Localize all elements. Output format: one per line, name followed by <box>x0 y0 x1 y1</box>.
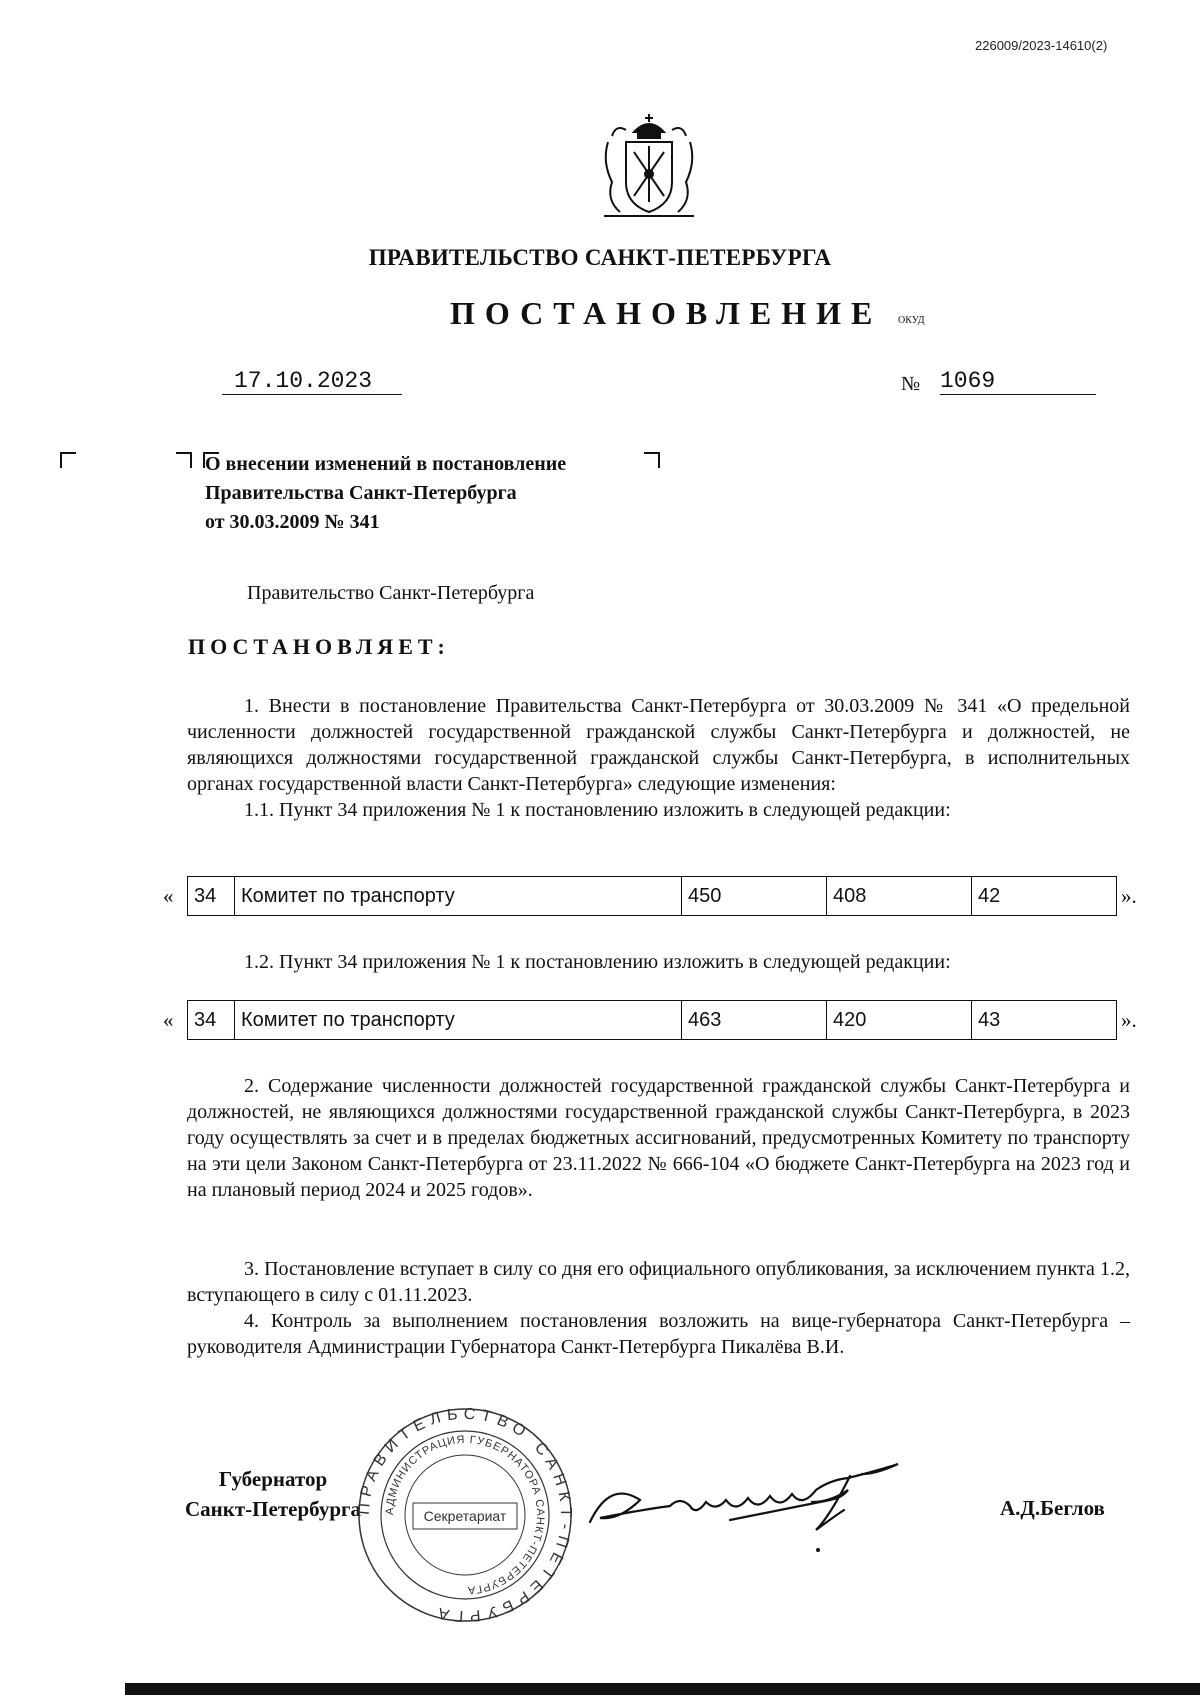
amendment-table-1 <box>163 876 1153 918</box>
government-title: ПРАВИТЕЛЬСТВО САНКТ-ПЕТЕРБУРГА <box>368 245 832 270</box>
signatory-name: А.Д.Беглов <box>1000 1496 1105 1520</box>
stamp-inner-text: АДМИНИСТРАЦИЯ ГУБЕРНАТОРА САНКТ-ПЕТЕРБУРГА <box>383 1433 547 1597</box>
corner-mark <box>644 452 660 468</box>
table-row <box>187 876 1117 916</box>
open-quote: « <box>163 884 174 908</box>
paragraph-1-2: 1.2. Пункт 34 приложения № 1 к постановлению изложить в следующей редакции: <box>244 951 951 973</box>
decree-date: 17.10.2023 <box>222 368 402 395</box>
organization-cell: Комитет по транспорту <box>235 877 682 916</box>
table-row <box>187 1000 1117 1040</box>
paragraph-1: 1. Внести в постановление Правительства Санкт-Петербурга от 30.03.2009 № 341 «О предельной численности должностей государственной гражданской службы Санкт-Петербурга и должностей, не являющихся должностями государственной гражданской службы Санкт-Петербурга, в исполнительных органах государственной власти Санкт-Петербурга» следующие изменения: <box>187 695 1130 795</box>
role-line: Губернатор <box>218 1467 328 1491</box>
close-quote: ». <box>1121 1008 1137 1032</box>
amendment-table-2 <box>163 1000 1153 1042</box>
civil-service-cell: 408 <box>827 877 972 916</box>
item-number-cell: 34 <box>188 1001 235 1040</box>
okud-label: ОКУД <box>898 315 925 326</box>
open-quote: « <box>163 1008 174 1032</box>
civil-service-cell: 420 <box>827 1001 972 1040</box>
decree-number: 1069 <box>940 368 1096 395</box>
paragraph-3: 3. Постановление вступает в силу со дня его официального опубликования, за исключением пункта 1.2, вступающего в силу с 01.11.2023. <box>187 1258 1130 1306</box>
corner-mark <box>60 452 76 468</box>
handwritten-signature-icon <box>580 1440 920 1560</box>
subject-line: от 30.03.2009 № 341 <box>205 511 380 533</box>
paragraph-4: 4. Контроль за выполнением постановления возложить на вице-губернатора Санкт-Петербурга – руководителя Администрации Губернатора Санкт-Петербурга Пикалёва В.И. <box>187 1310 1130 1358</box>
role-line: Санкт-Петербурга <box>185 1497 362 1521</box>
document-registration-number: 226009/2023-14610(2) <box>975 38 1108 53</box>
issuing-authority: Правительство Санкт-Петербурга <box>247 582 535 604</box>
official-stamp-icon <box>355 1405 575 1625</box>
item-number-cell: 34 <box>188 877 235 916</box>
resolves-heading: ПОСТАНОВЛЯЕТ: <box>188 634 450 659</box>
other-positions-cell: 43 <box>972 1001 1117 1040</box>
decree-subject <box>205 450 566 537</box>
stamp-outer-text: ПРАВИТЕЛЬСТВО САНКТ-ПЕТЕРБУРГА <box>355 1405 575 1625</box>
paragraph-1-1: 1.1. Пункт 34 приложения № 1 к постановлению изложить в следующей редакции: <box>244 799 951 821</box>
organization-cell: Комитет по транспорту <box>235 1001 682 1040</box>
number-sign: № <box>901 373 921 395</box>
corner-mark <box>176 452 192 468</box>
close-quote: ». <box>1121 884 1137 908</box>
stamp-center-text: Секретариат <box>423 1508 507 1524</box>
other-positions-cell: 42 <box>972 877 1117 916</box>
decree-title: ПОСТАНОВЛЕНИЕ <box>450 295 883 331</box>
scan-edge-bar <box>125 1683 1200 1695</box>
subject-line: Правительства Санкт-Петербурга <box>205 482 517 504</box>
subject-line: О внесении изменений в постановление <box>205 453 567 475</box>
paragraph-2: 2. Содержание численности должностей государственной гражданской службы Санкт-Петербурга и должностей, не являющихся должностями государственной гражданской службы Санкт-Петербурга, в 2023 году осуществлять за счет и в пределах бюджетных ассигнований, предусмотренных Комитету по транспорту на эти цели Законом Санкт-Петербурга от 23.11.2022 № 666-104 «О бюджете Санкт-Петербурга на 2023 год и на плановый период 2024 и 2025 годов». <box>187 1075 1130 1201</box>
total-positions-cell: 463 <box>682 1001 827 1040</box>
coat-of-arms-icon <box>598 112 700 220</box>
signatory-role <box>185 1464 361 1524</box>
total-positions-cell: 450 <box>682 877 827 916</box>
